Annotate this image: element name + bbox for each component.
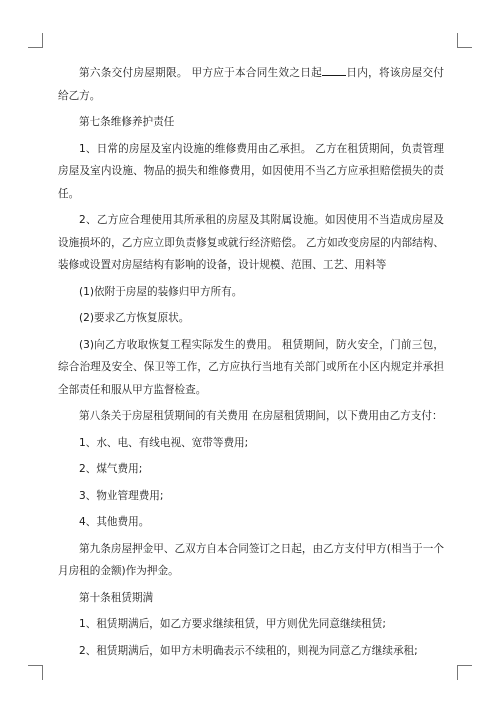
document-body: [58, 62, 444, 662]
paragraph-article-7-sub-1: (1)依附于房屋的装修归甲方所有。: [79, 285, 243, 298]
paragraph-article-6: [58, 62, 444, 107]
article-6-text-end: 日内，将该房屋交付给乙方。: [58, 67, 444, 102]
crop-mark-top-right: [457, 33, 472, 48]
crop-mark-bottom-left: [28, 665, 43, 680]
paragraph-article-7-sub-2: (2)要求乙方恢复原状。: [79, 312, 190, 324]
paragraph-article-7-item-2: 2、乙方应合理使用其所承租的房屋及其附属设施。如因使用不当造成房屋及设施损坏的，乙方应立即负责修复或就行经济赔偿。 乙方如改变房屋的内部结构、装修或设置对房屋结构有影响的设备，设计规模、范围、工艺、用料等: [58, 214, 444, 271]
crop-mark-bottom-right: [457, 665, 472, 680]
heading-article-8: 第八条关于房屋租赁期间的有关费用 在房屋租赁期间，以下费用由乙方支付：: [79, 410, 443, 422]
heading-article-7: 第七条维修养护责任: [79, 116, 175, 128]
paragraph-article-8-item-4: 4、其他费用。: [79, 516, 150, 528]
paragraph-article-10-item-1: 1、租赁期满后，如乙方要求继续租赁，甲方则优先同意继续租赁;: [79, 618, 386, 630]
crop-mark-top-left: [28, 33, 43, 48]
paragraph-article-8-item-3: 3、物业管理费用;: [79, 489, 164, 502]
heading-article-10: 第十条租赁期满: [79, 591, 154, 604]
paragraph-article-8-item-1: 1、水、电、有线电视、宽带等费用;: [79, 436, 249, 449]
paragraph-article-8-item-2: 2、煤气费用;: [79, 463, 143, 475]
paragraph-article-10-item-2: 2、租赁期满后，如甲方未明确表示不续租的，则视为同意乙方继续承租;: [79, 644, 418, 657]
paragraph-article-7-item-1: 1、日常的房屋及室内设施的维修费用由乙承担。 乙方在租赁期间，负责管理房屋及室内设施、物品的损失和维修费用，如因使用不当乙方应承担赔偿损失的责任。: [58, 142, 444, 200]
paragraph-article-9: 第九条房屋押金甲、乙双方自本合同签订之日起，由乙方支付甲方(相当于一个月房租的金额)作为押金。: [58, 542, 444, 577]
paragraph-article-7-sub-3: (3)向乙方收取恢复工程实际发生的费用。 租赁期间，防火安全，门前三包，综合治理及安全、保卫等工作，乙方应执行当地有关部门或所在小区内规定并承担全部责任和服从甲方监督检查。: [58, 338, 444, 396]
article-6-text-start: 第六条交付房屋期限。 甲方应于本合同生效之日起: [79, 67, 323, 79]
blank-days-field: [322, 65, 346, 76]
